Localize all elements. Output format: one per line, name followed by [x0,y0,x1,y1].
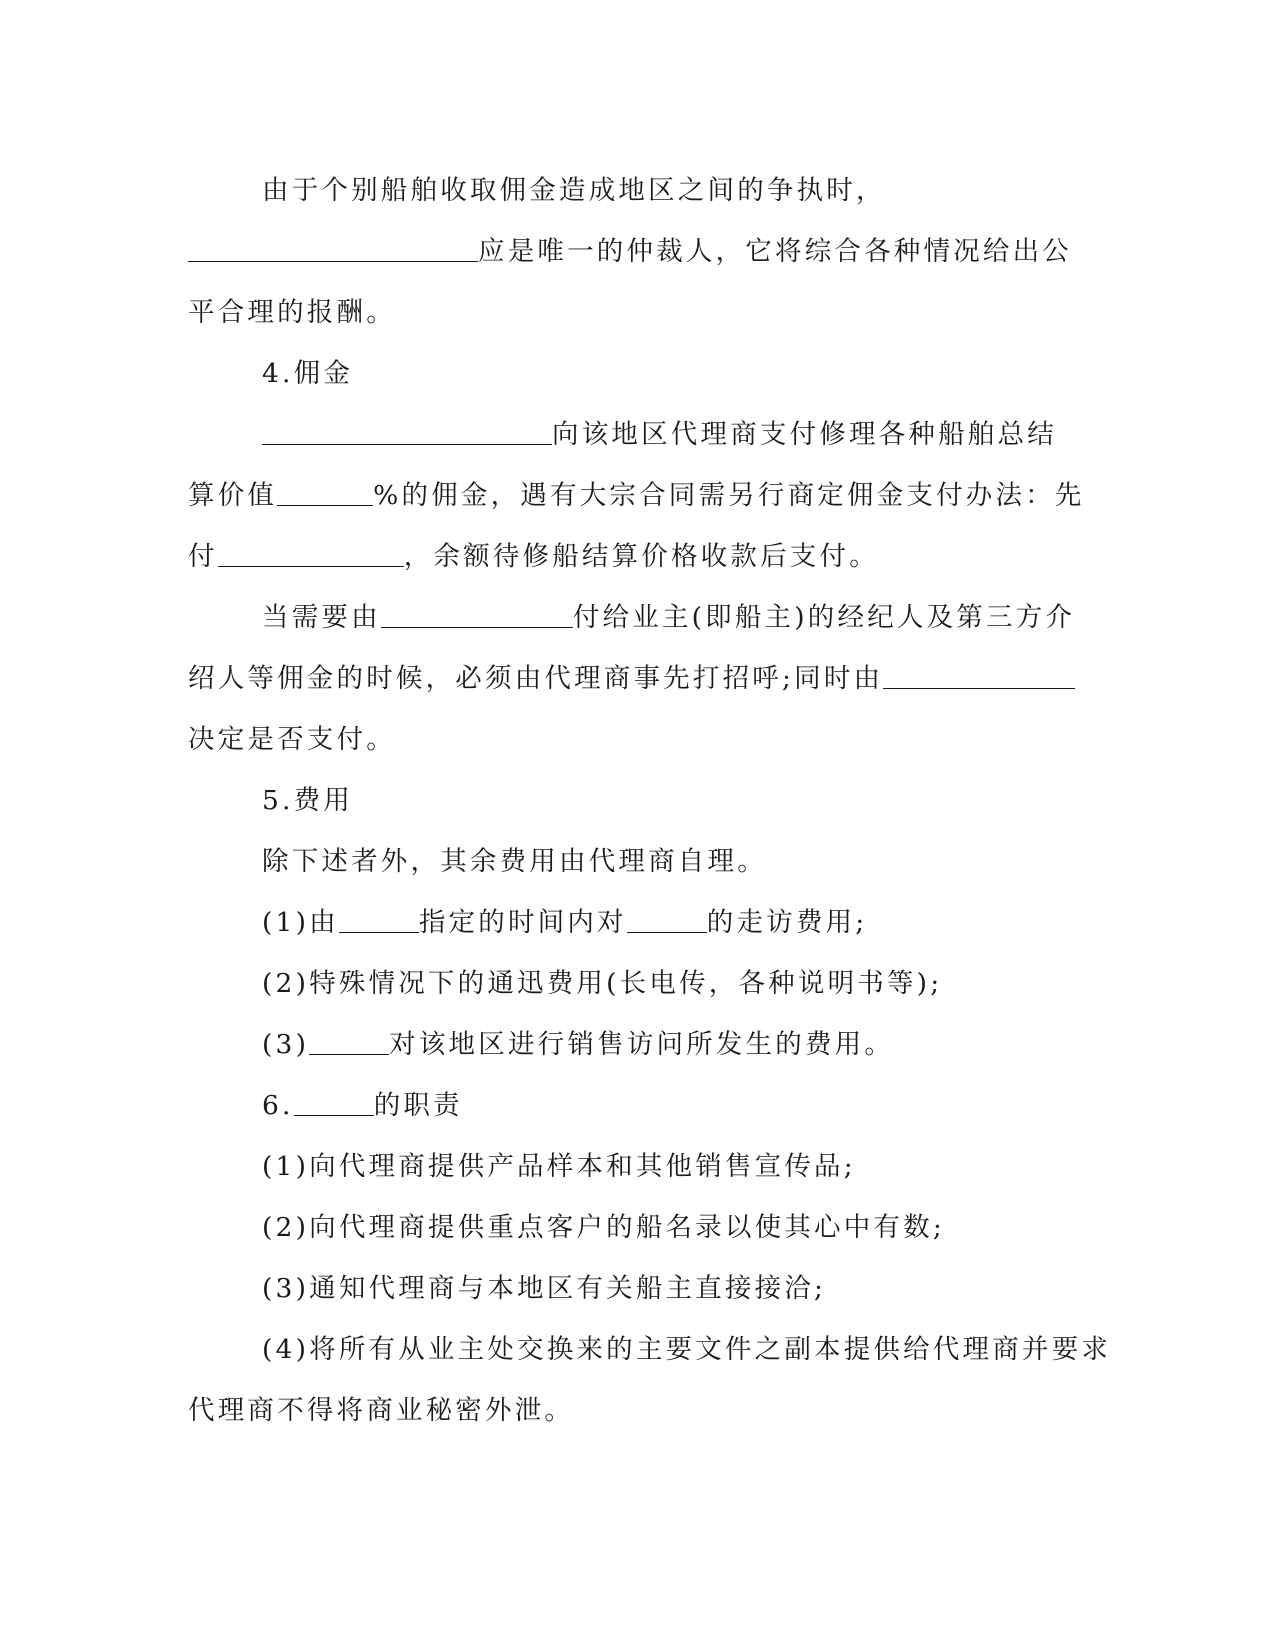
section-heading: 的职责 [373,1090,463,1121]
document-body [188,160,1112,1441]
paragraph-arbitrator [188,221,1073,282]
text-line: 平合理的报酬。 [188,297,396,328]
text-line: (1)由 [262,907,339,938]
text-line: 算价值 [188,480,278,511]
list-item-duty-2 [188,1197,1073,1258]
list-item-expense-1 [188,892,1073,953]
text-line: 付 [188,541,218,572]
text-line: 代理商不得将商业秘密外泄。 [188,1395,575,1426]
blank-field-visitor[interactable] [309,1053,389,1055]
list-item-duty-4 [188,1319,1112,1380]
text-line: 决定是否支付。 [188,724,396,755]
list-item-expense-3 [188,1014,1073,1075]
text-line: 由于个别船舶收取佣金造成地区之间的争执时， [262,175,886,206]
blank-field-percent[interactable] [277,504,373,506]
text-line: 指定的时间内对 [418,907,627,938]
text-line: ，余额待修船结算价格收款后支付。 [403,541,879,572]
paragraph-prepay [188,526,1073,587]
list-item-duty-1 [188,1136,1073,1197]
paragraph-decide [188,709,1073,770]
blank-field-visit-target[interactable] [627,931,707,933]
blank-field-arbitrator[interactable] [188,260,478,262]
paragraph-reward [188,282,1073,343]
text-line: 除下述者外，其余费用由代理商自理。 [262,846,767,877]
text-line: 向该地区代理商支付修理各种船舶总结 [552,419,1057,450]
section-heading: 5.费用 [262,785,354,816]
text-line: (3) [262,1029,310,1060]
text-line: (4)将所有从业主处交换来的主要文件之副本提供给代理商并要求 [262,1334,1112,1365]
text-line: 的走访费用; [706,907,868,938]
section-heading-duties [188,1075,1073,1136]
text-line: 绍人等佣金的时候，必须由代理商事先打招呼;同时由 [188,663,884,694]
paragraph-commission [188,404,1073,465]
text-line: (1)向代理商提供产品样本和其他销售宣传品; [262,1151,856,1182]
text-line: %的佣金，遇有大宗合同需另行商定佣金支付办法：先 [373,480,1085,511]
text-line: 当需要由 [262,602,381,633]
text-line: 对该地区进行销售访问所发生的费用。 [389,1029,895,1060]
section-heading-expenses [188,770,1073,831]
blank-field-designator[interactable] [339,931,419,933]
blank-field-decider[interactable] [883,687,1075,689]
paragraph-broker-notice [188,648,1073,709]
text-line: (3)通知代理商与本地区有关船主直接接洽; [262,1273,827,1304]
section-heading: 4.佣金 [262,358,354,389]
text-line: 应是唯一的仲裁人，它将综合各种情况给出公 [478,236,1072,267]
paragraph-broker [188,587,1076,648]
list-item-duty-3 [188,1258,1073,1319]
blank-field-prepay[interactable] [218,565,404,567]
text-line: 付给业主(即船主)的经纪人及第三方介 [572,602,1076,633]
blank-field-broker-payer[interactable] [381,626,573,628]
section-heading-commission [188,343,1073,404]
list-item-expense-2 [188,953,1073,1014]
paragraph-dispute [188,160,1073,221]
paragraph-expenses [188,831,1073,892]
list-item-duty-4-continued [188,1380,1073,1441]
section-heading: 6. [262,1090,294,1121]
text-line: (2)向代理商提供重点客户的船名录以使其心中有数; [262,1212,945,1243]
paragraph-commission-rate [188,465,1085,526]
blank-field-payer[interactable] [262,443,552,445]
blank-field-party[interactable] [294,1114,374,1116]
text-line: (2)特殊情况下的通迅费用(长电传，各种说明书等); [262,968,943,999]
